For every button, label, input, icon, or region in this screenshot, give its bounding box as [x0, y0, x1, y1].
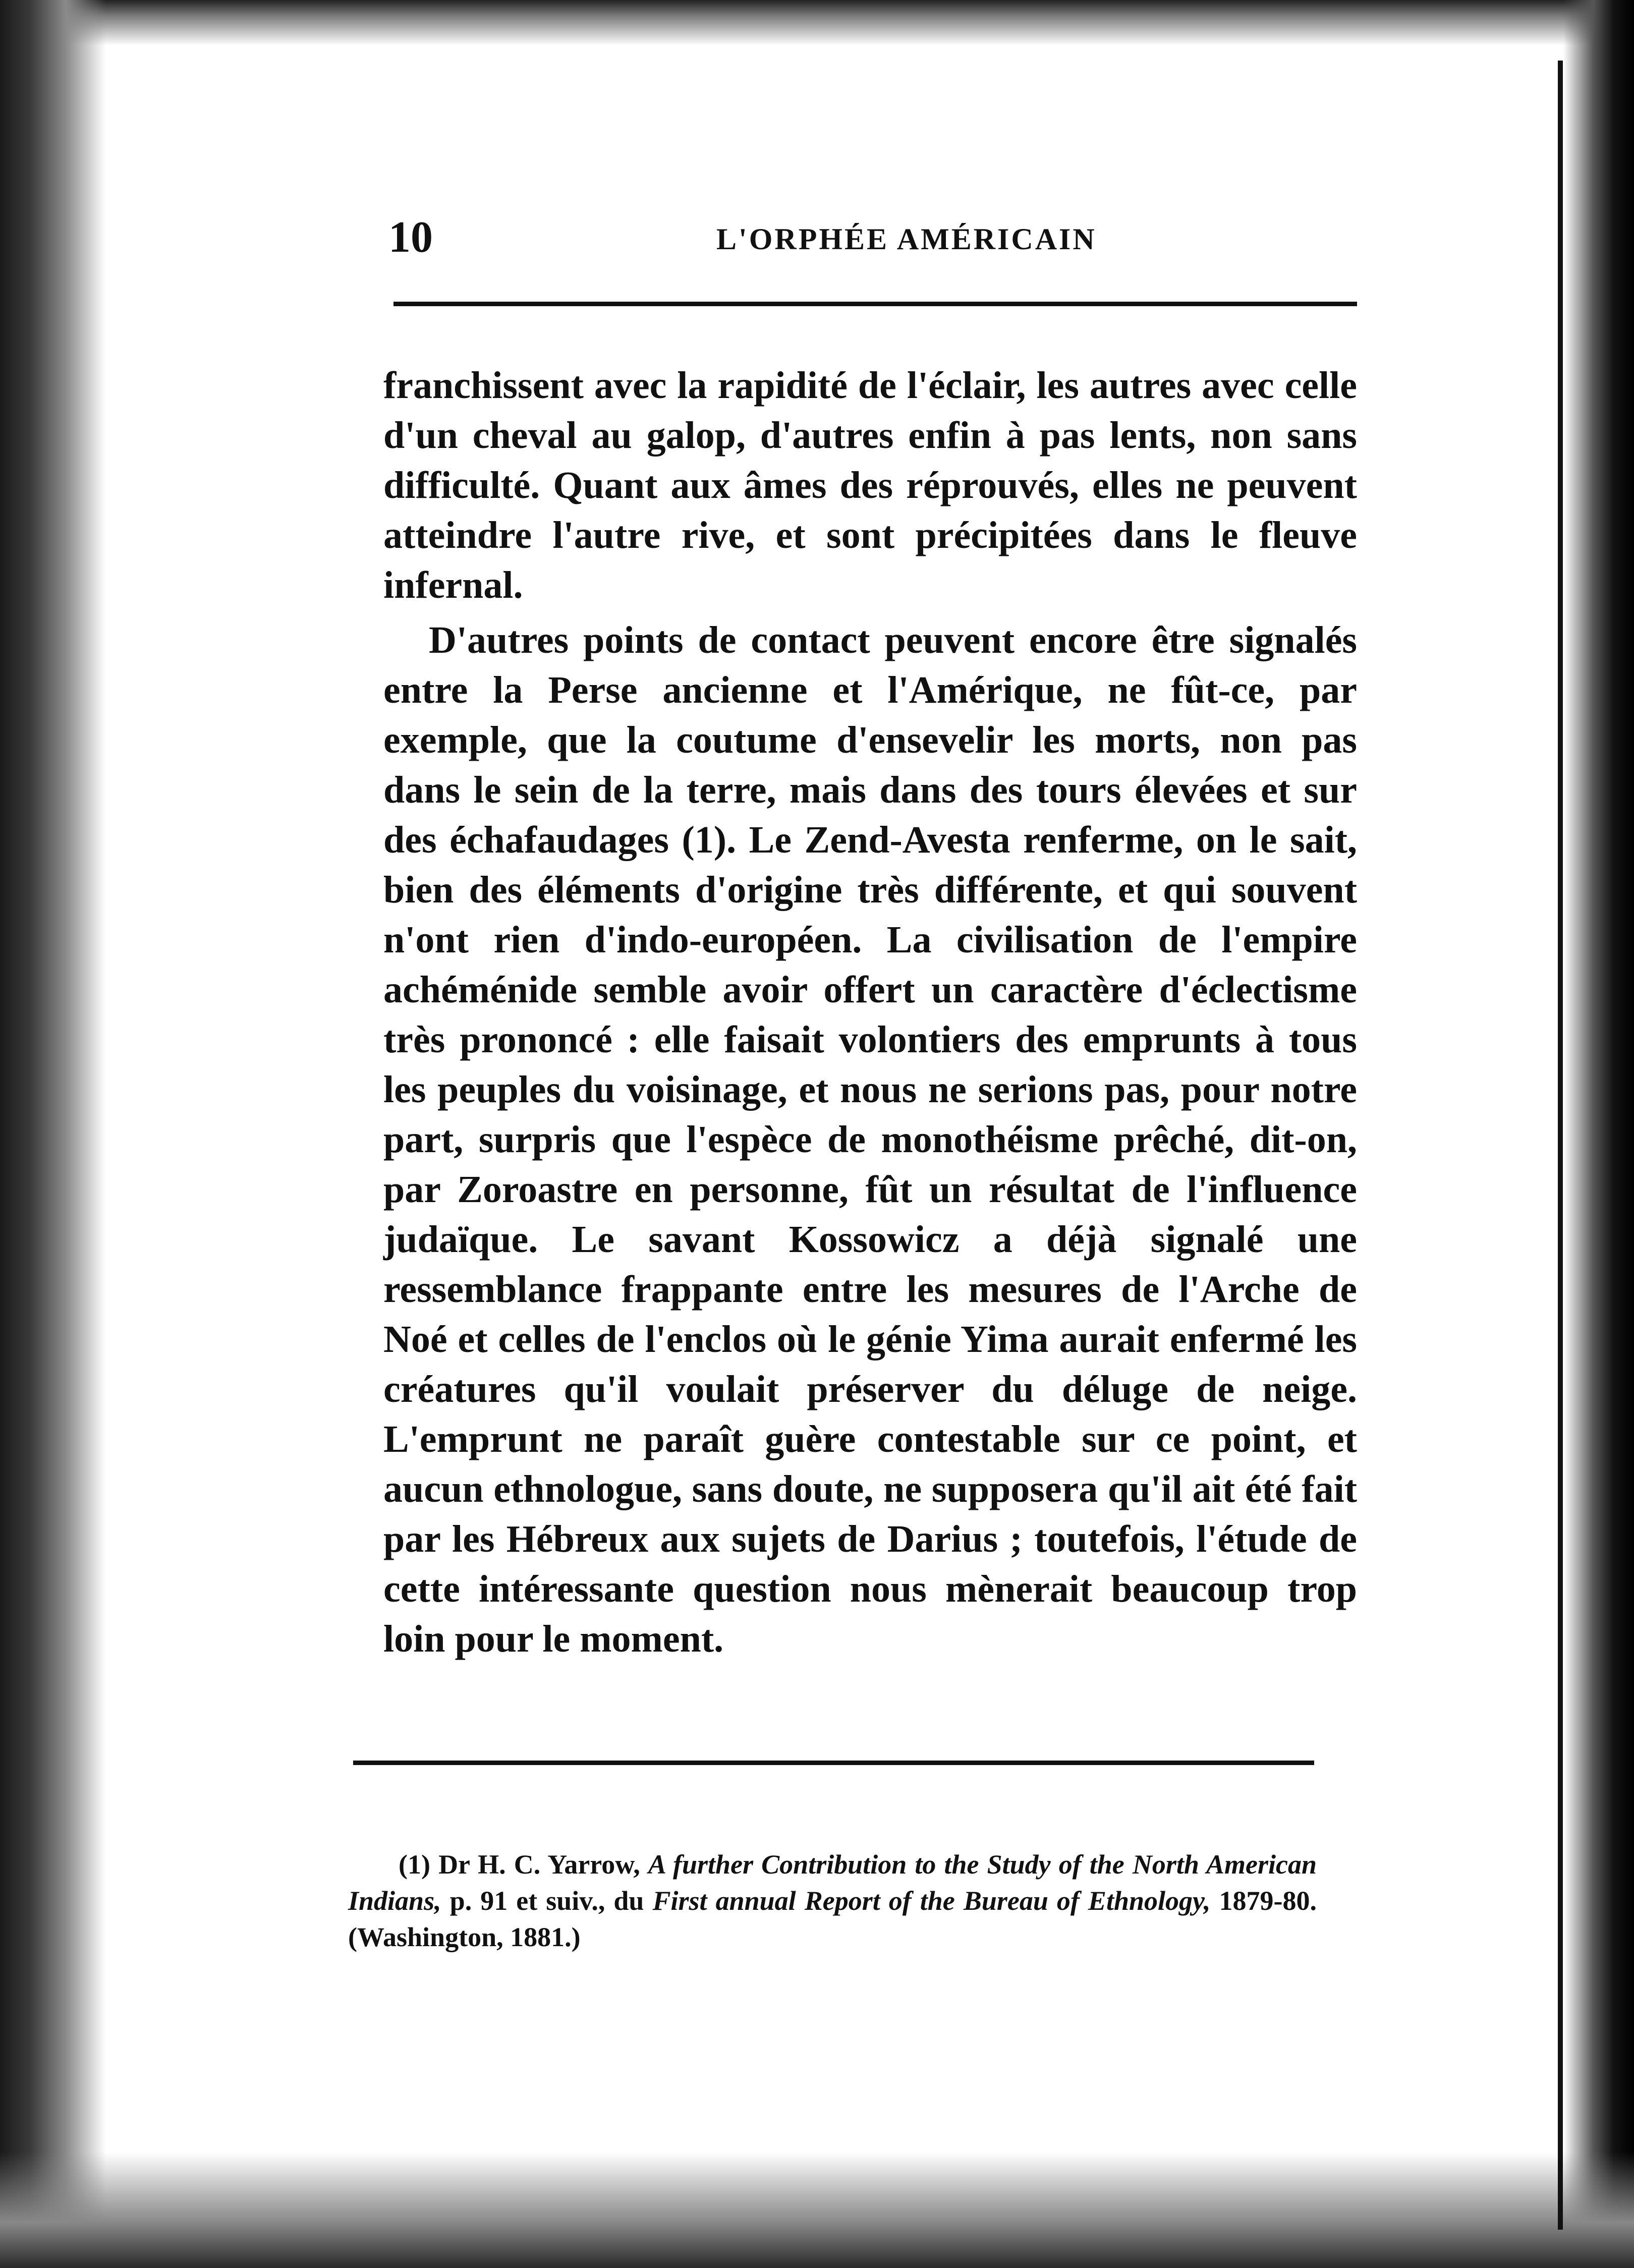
footnote: [348, 1846, 1317, 1955]
scan-edge-left: [0, 0, 106, 2268]
header-rule: [393, 302, 1357, 306]
page-header: [383, 202, 1357, 267]
body-text: [383, 361, 1357, 1664]
scan-edge-top: [0, 0, 1634, 45]
scan-edge-bottom: [0, 2152, 1634, 2268]
page-number: 10: [388, 213, 433, 262]
paragraph-1: franchissent avec la rapidité de l'éclair, les autres avec celle d'un cheval au galop, d'autres enfin à pas lents, non sans difficulté. Quant aux âmes des réprouvés, elles ne peuvent atteindre l'autre rive, et sont précipitées dans le fleuve infernal.: [383, 364, 1357, 606]
footnote-rule: [353, 1761, 1314, 1765]
scan-edge-right: [1563, 0, 1634, 2268]
footnote-years: 1879-80. (Washington, 1881.): [348, 1886, 1317, 1952]
paragraph-2: D'autres points de contact peuvent encore être signalés entre la Perse ancienne et l'Amérique, ne fût-ce, par exemple, que la coutume d'ensevelir les morts, non pas dans le sein de la terre, mais dans des tours élevées et sur des échafaudages (1). Le Zend-Avesta renferme, on le sait, bien des éléments d'origine très différente, et qui souvent n'ont rien d'indo-européen. La civilisation de l'empire achéménide semble avoir offert un caractère d'éclectisme très prononcé : elle faisait volontiers des emprunts à tous les peuples du voisinage, et nous ne serions pas, pour notre part, surpris que l'espèce de monothéisme prêché, dit-on, par Zoroastre en personne, fût un résultat de l'influence judaïque. Le savant Kossowicz a déjà signalé une ressemblance frappante entre les mesures de l'Arche de Noé et celles de l'enclos où le génie Yima aurait enfermé les créatures qu'il voulait préserver du déluge de neige. L'emprunt ne paraît guère contestable sur ce point, et aucun ethnologue, sans doute, ne supposera qu'il ait été fait par les Hébreux aux sujets de Darius ; toutefois, l'étude de cette intéressante question nous mènerait beaucoup trop loin pour le moment.: [383, 619, 1357, 1660]
running-title: L'ORPHÉE AMÉRICAIN: [716, 222, 1097, 256]
footnote-report-title: First annual Report of the Bureau of Ethnology,: [652, 1886, 1211, 1916]
footnote-marker: (1): [399, 1849, 430, 1880]
page-binding-line: [1558, 61, 1563, 2230]
footnote-work-title: A further Contribution to the Study of the North American Indians,: [348, 1849, 1317, 1916]
footnote-author: Dr H. C. Yarrow,: [438, 1849, 640, 1880]
footnote-pages: p. 91 et suiv., du: [449, 1886, 644, 1916]
